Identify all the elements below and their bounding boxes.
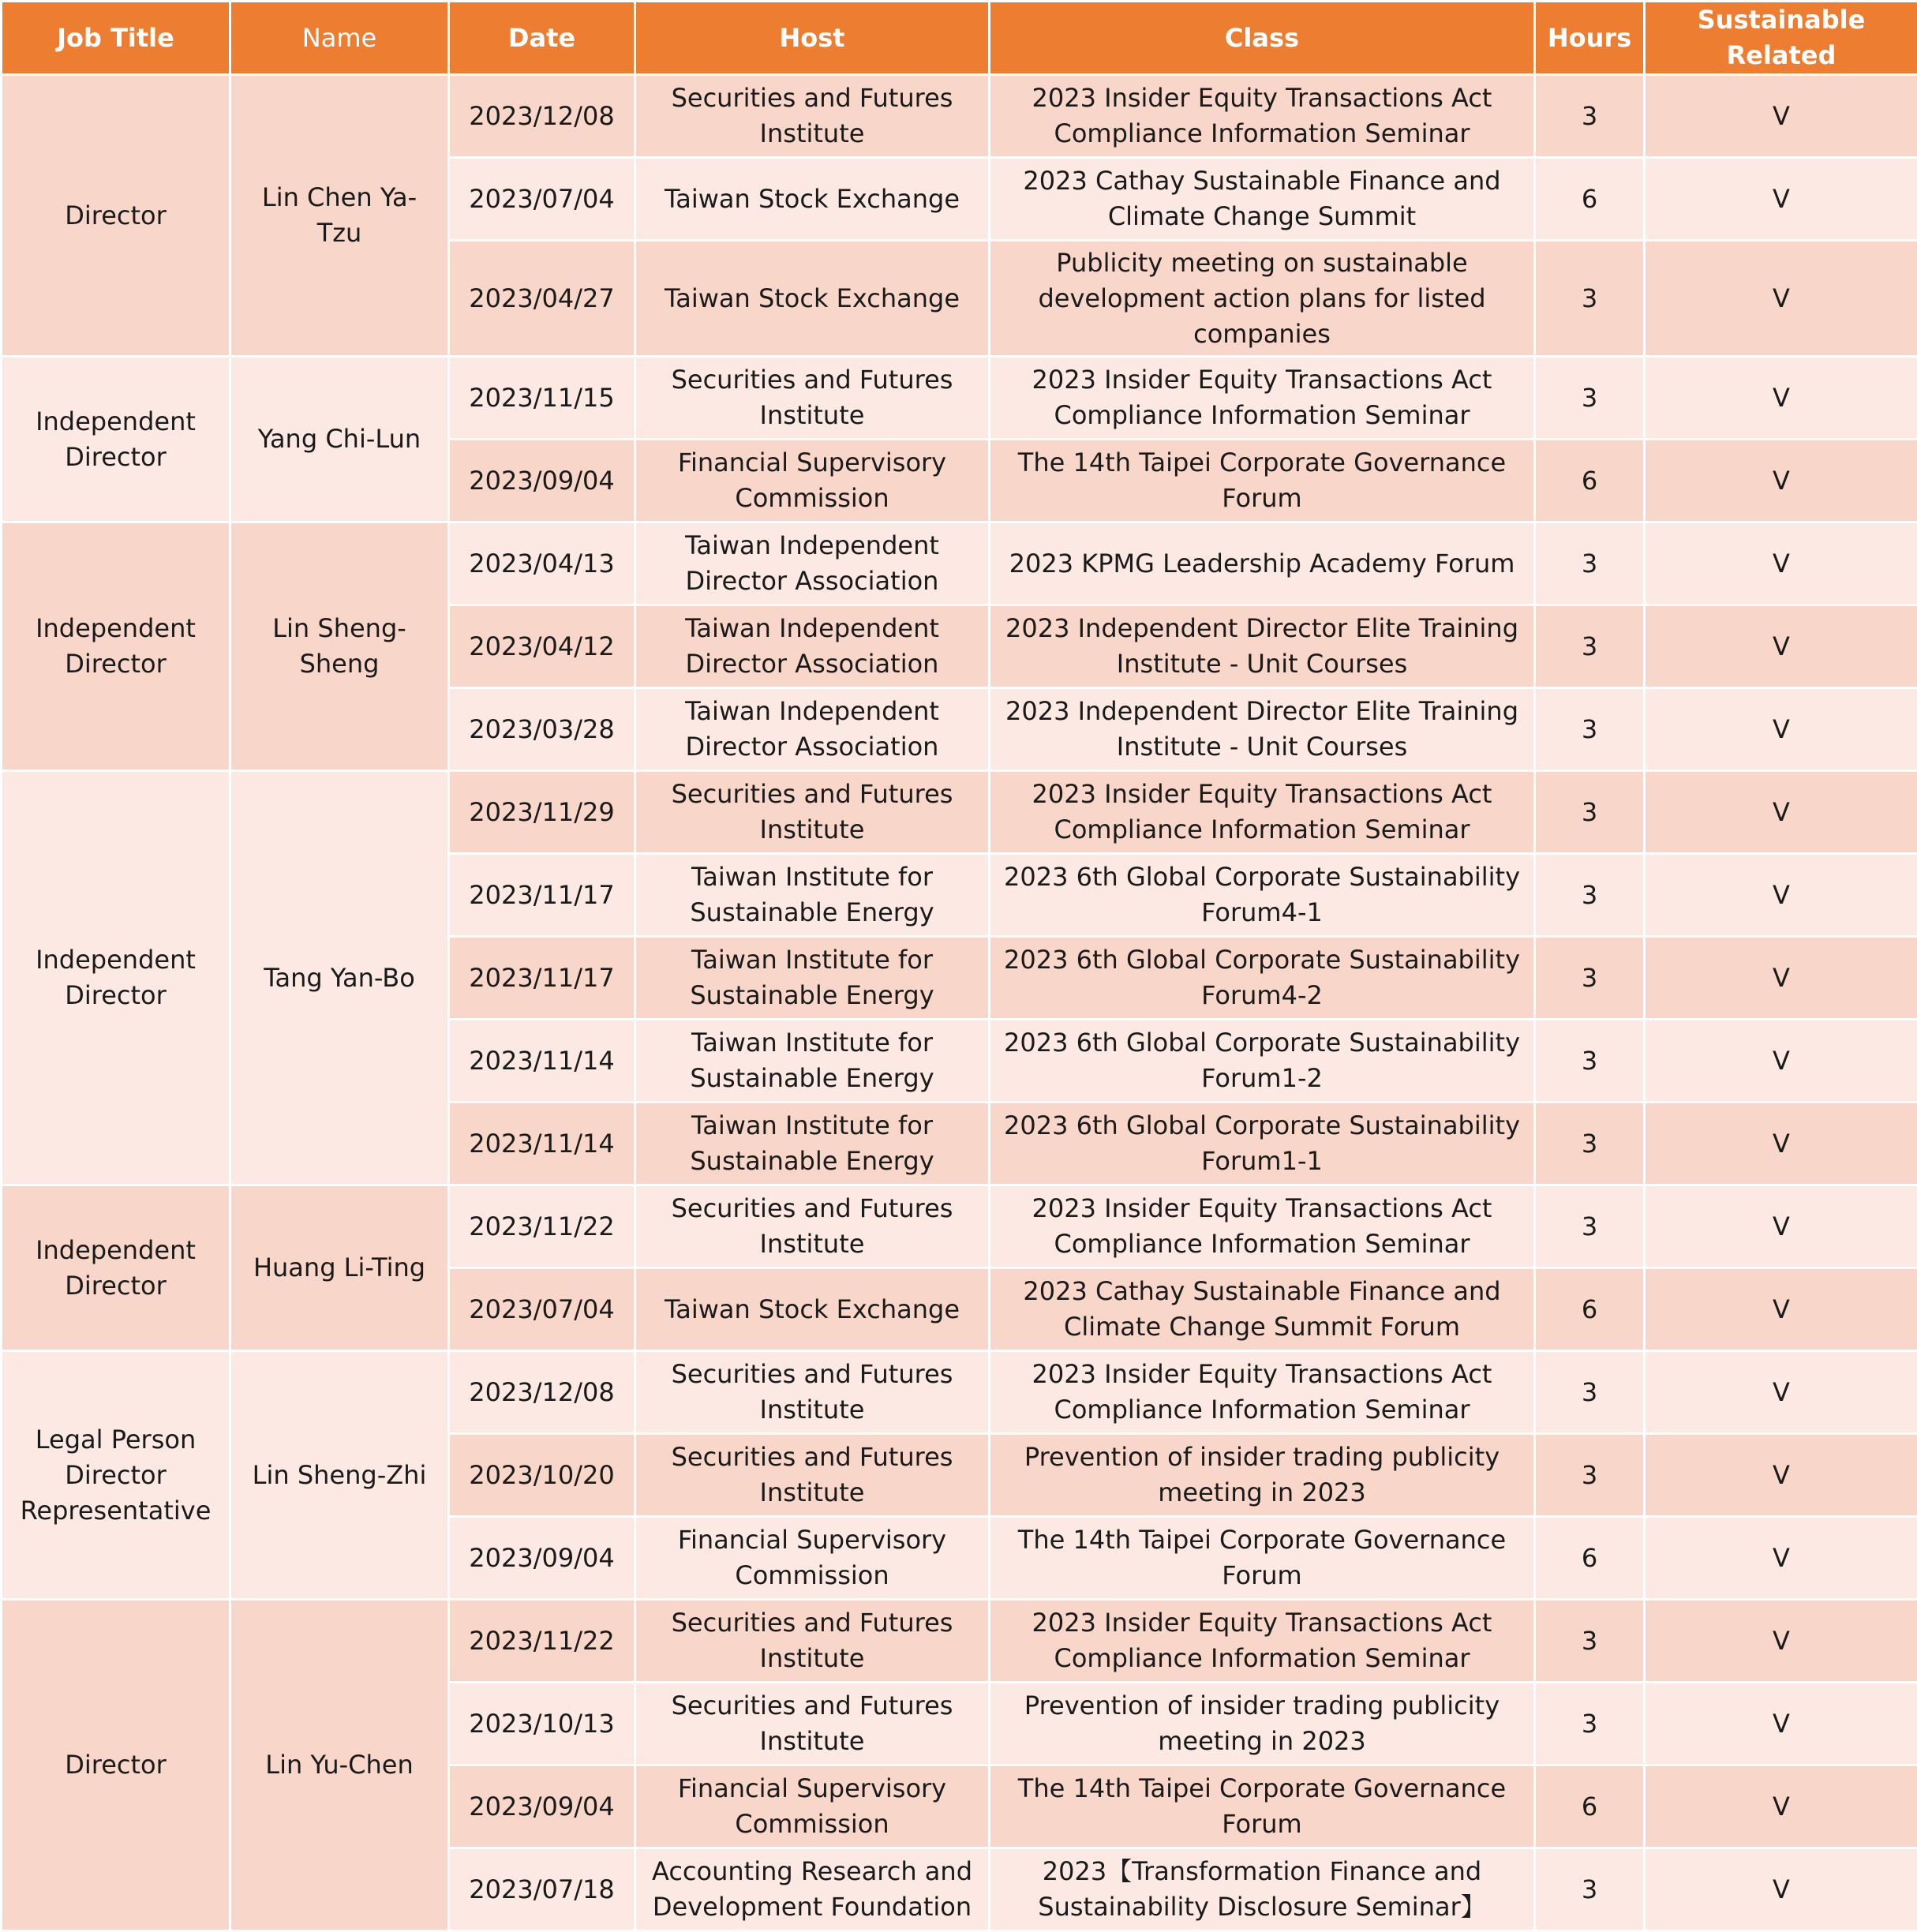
header-date: Date <box>449 2 635 75</box>
date-cell: 2023/11/29 <box>449 771 635 854</box>
sustainable-cell: V <box>1645 937 1917 1020</box>
job-title-cell: Independent Director <box>2 771 230 1185</box>
sustainable-cell: V <box>1645 522 1917 605</box>
date-cell: 2023/03/28 <box>449 688 635 771</box>
class-cell: The 14th Taipei Corporate Governance Forum <box>990 440 1535 522</box>
host-cell: Securities and Futures Institute <box>635 357 990 440</box>
table-row <box>2 1600 1917 1683</box>
hours-cell: 3 <box>1535 937 1645 1020</box>
table-row <box>2 1351 1917 1434</box>
class-cell: 2023 6th Global Corporate Sustainability Forum1-2 <box>990 1020 1535 1103</box>
date-cell: 2023/11/22 <box>449 1185 635 1268</box>
host-cell: Taiwan Institute for Sustainable Energy <box>635 937 990 1020</box>
sustainable-cell: V <box>1645 1517 1917 1600</box>
class-cell: 2023 Independent Director Elite Training Institute - Unit Courses <box>990 605 1535 688</box>
date-cell: 2023/04/12 <box>449 605 635 688</box>
date-cell: 2023/10/20 <box>449 1434 635 1517</box>
header-name: Name <box>230 2 449 75</box>
host-cell: Financial Supervisory Commission <box>635 1765 990 1848</box>
hours-cell: 3 <box>1535 1351 1645 1434</box>
class-cell: The 14th Taipei Corporate Governance Forum <box>990 1517 1535 1600</box>
hours-cell: 6 <box>1535 158 1645 241</box>
class-cell: Prevention of insider trading publicity meeting in 2023 <box>990 1683 1535 1765</box>
sustainable-cell: V <box>1645 688 1917 771</box>
host-cell: Taiwan Stock Exchange <box>635 1268 990 1351</box>
name-cell: Tang Yan-Bo <box>230 771 449 1185</box>
sustainable-cell: V <box>1645 357 1917 440</box>
sustainable-cell: V <box>1645 1351 1917 1434</box>
header-job-title: Job Title <box>2 2 230 75</box>
hours-cell: 3 <box>1535 1848 1645 1931</box>
date-cell: 2023/09/04 <box>449 1517 635 1600</box>
class-cell: 2023 Insider Equity Transactions Act Compliance Information Seminar <box>990 75 1535 158</box>
class-cell: 2023 Insider Equity Transactions Act Compliance Information Seminar <box>990 357 1535 440</box>
job-title-cell: Director <box>2 75 230 357</box>
host-cell: Securities and Futures Institute <box>635 75 990 158</box>
date-cell: 2023/09/04 <box>449 440 635 522</box>
table-row <box>2 75 1917 158</box>
table-row <box>2 522 1917 605</box>
hours-cell: 3 <box>1535 75 1645 158</box>
date-cell: 2023/09/04 <box>449 1765 635 1848</box>
host-cell: Securities and Futures Institute <box>635 1600 990 1683</box>
host-cell: Financial Supervisory Commission <box>635 440 990 522</box>
name-cell: Lin Yu-Chen <box>230 1600 449 1931</box>
job-title-cell: Director <box>2 1600 230 1931</box>
class-cell: Prevention of insider trading publicity meeting in 2023 <box>990 1434 1535 1517</box>
name-cell: Lin Chen Ya-Tzu <box>230 75 449 357</box>
sustainable-cell: V <box>1645 605 1917 688</box>
host-cell: Securities and Futures Institute <box>635 1683 990 1765</box>
sustainable-cell: V <box>1645 1185 1917 1268</box>
hours-cell: 3 <box>1535 1103 1645 1185</box>
date-cell: 2023/07/04 <box>449 158 635 241</box>
host-cell: Securities and Futures Institute <box>635 1434 990 1517</box>
sustainable-cell: V <box>1645 440 1917 522</box>
date-cell: 2023/11/14 <box>449 1020 635 1103</box>
hours-cell: 6 <box>1535 1268 1645 1351</box>
host-cell: Taiwan Independent Director Association <box>635 605 990 688</box>
job-title-cell: Independent Director <box>2 522 230 771</box>
sustainable-cell: V <box>1645 1848 1917 1931</box>
class-cell: 2023 Insider Equity Transactions Act Compliance Information Seminar <box>990 1600 1535 1683</box>
date-cell: 2023/11/17 <box>449 854 635 937</box>
date-cell: 2023/12/08 <box>449 75 635 158</box>
header-row <box>2 2 1917 75</box>
job-title-cell: Independent Director <box>2 1185 230 1351</box>
host-cell: Taiwan Institute for Sustainable Energy <box>635 854 990 937</box>
hours-cell: 6 <box>1535 440 1645 522</box>
host-cell: Taiwan Independent Director Association <box>635 688 990 771</box>
hours-cell: 3 <box>1535 688 1645 771</box>
host-cell: Securities and Futures Institute <box>635 771 990 854</box>
class-cell: 2023 Insider Equity Transactions Act Compliance Information Seminar <box>990 1351 1535 1434</box>
sustainable-cell: V <box>1645 75 1917 158</box>
date-cell: 2023/04/27 <box>449 241 635 357</box>
host-cell: Taiwan Independent Director Association <box>635 522 990 605</box>
class-cell: 2023 Insider Equity Transactions Act Compliance Information Seminar <box>990 771 1535 854</box>
table-row <box>2 771 1917 854</box>
sustainable-cell: V <box>1645 241 1917 357</box>
name-cell: Yang Chi-Lun <box>230 357 449 522</box>
date-cell: 2023/11/15 <box>449 357 635 440</box>
class-cell: The 14th Taipei Corporate Governance Forum <box>990 1765 1535 1848</box>
sustainable-cell: V <box>1645 1103 1917 1185</box>
hours-cell: 3 <box>1535 605 1645 688</box>
class-cell: 2023 6th Global Corporate Sustainability Forum4-2 <box>990 937 1535 1020</box>
class-cell: 2023 Insider Equity Transactions Act Compliance Information Seminar <box>990 1185 1535 1268</box>
job-title-cell: Independent Director <box>2 357 230 522</box>
host-cell: Taiwan Stock Exchange <box>635 241 990 357</box>
name-cell: Lin Sheng-Zhi <box>230 1351 449 1600</box>
header-hours: Hours <box>1535 2 1645 75</box>
hours-cell: 6 <box>1535 1765 1645 1848</box>
hours-cell: 3 <box>1535 357 1645 440</box>
sustainable-cell: V <box>1645 1683 1917 1765</box>
hours-cell: 3 <box>1535 522 1645 605</box>
hours-cell: 3 <box>1535 771 1645 854</box>
hours-cell: 3 <box>1535 1683 1645 1765</box>
hours-cell: 3 <box>1535 1020 1645 1103</box>
date-cell: 2023/11/17 <box>449 937 635 1020</box>
table-row <box>2 357 1917 440</box>
hours-cell: 3 <box>1535 241 1645 357</box>
header-host: Host <box>635 2 990 75</box>
date-cell: 2023/11/14 <box>449 1103 635 1185</box>
sustainable-cell: V <box>1645 1765 1917 1848</box>
header-sustainable-related: Sustainable Related <box>1645 2 1917 75</box>
table-row <box>2 1185 1917 1268</box>
sustainable-cell: V <box>1645 771 1917 854</box>
date-cell: 2023/11/22 <box>449 1600 635 1683</box>
sustainable-cell: V <box>1645 854 1917 937</box>
date-cell: 2023/07/04 <box>449 1268 635 1351</box>
class-cell: 2023 Cathay Sustainable Finance and Climate Change Summit <box>990 158 1535 241</box>
host-cell: Financial Supervisory Commission <box>635 1517 990 1600</box>
hours-cell: 6 <box>1535 1517 1645 1600</box>
header-class: Class <box>990 2 1535 75</box>
date-cell: 2023/04/13 <box>449 522 635 605</box>
host-cell: Accounting Research and Development Foundation <box>635 1848 990 1931</box>
sustainable-cell: V <box>1645 158 1917 241</box>
sustainable-cell: V <box>1645 1268 1917 1351</box>
class-cell: 2023 6th Global Corporate Sustainability Forum1-1 <box>990 1103 1535 1185</box>
name-cell: Lin Sheng-Sheng <box>230 522 449 771</box>
hours-cell: 3 <box>1535 1185 1645 1268</box>
name-cell: Huang Li-Ting <box>230 1185 449 1351</box>
hours-cell: 3 <box>1535 1434 1645 1517</box>
class-cell: 2023 KPMG Leadership Academy Forum <box>990 522 1535 605</box>
class-cell: Publicity meeting on sustainable development action plans for listed companies <box>990 241 1535 357</box>
hours-cell: 3 <box>1535 854 1645 937</box>
hours-cell: 3 <box>1535 1600 1645 1683</box>
sustainable-cell: V <box>1645 1020 1917 1103</box>
sustainable-cell: V <box>1645 1434 1917 1517</box>
class-cell: 2023 Cathay Sustainable Finance and Climate Change Summit Forum <box>990 1268 1535 1351</box>
class-cell: 2023【Transformation Finance and Sustainability Disclosure Seminar】 <box>990 1848 1535 1931</box>
date-cell: 2023/07/18 <box>449 1848 635 1931</box>
host-cell: Taiwan Institute for Sustainable Energy <box>635 1020 990 1103</box>
sustainable-cell: V <box>1645 1600 1917 1683</box>
host-cell: Taiwan Stock Exchange <box>635 158 990 241</box>
class-cell: 2023 Independent Director Elite Training Institute - Unit Courses <box>990 688 1535 771</box>
job-title-cell: Legal Person Director Representative <box>2 1351 230 1600</box>
class-cell: 2023 6th Global Corporate Sustainability Forum4-1 <box>990 854 1535 937</box>
host-cell: Securities and Futures Institute <box>635 1351 990 1434</box>
host-cell: Securities and Futures Institute <box>635 1185 990 1268</box>
host-cell: Taiwan Institute for Sustainable Energy <box>635 1103 990 1185</box>
date-cell: 2023/12/08 <box>449 1351 635 1434</box>
date-cell: 2023/10/13 <box>449 1683 635 1765</box>
